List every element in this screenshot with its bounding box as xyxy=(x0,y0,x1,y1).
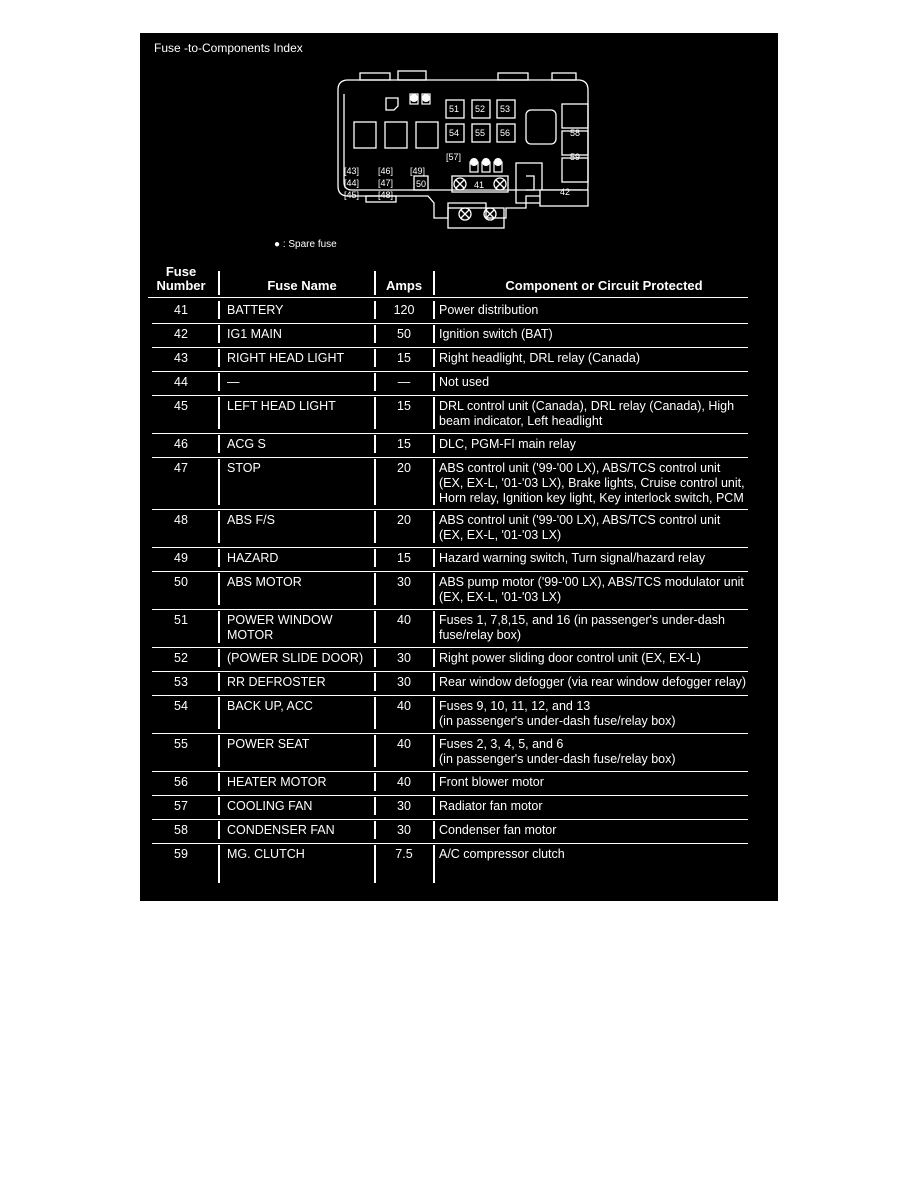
column-separator xyxy=(433,511,435,543)
fuse-number-cell: 55 xyxy=(174,737,188,751)
diagram-label-50: 50 xyxy=(416,179,427,189)
fuse-number-cell: 51 xyxy=(174,613,188,627)
diagram-label-44: [44] xyxy=(344,178,360,188)
amps-cell: 120 xyxy=(393,303,415,317)
column-separator xyxy=(374,325,376,343)
row-rule xyxy=(152,843,748,844)
column-separator xyxy=(374,349,376,367)
diagram-label-55: 55 xyxy=(475,128,486,138)
column-separator xyxy=(433,349,435,367)
amps-cell: 20 xyxy=(397,513,411,527)
amps-cell: 50 xyxy=(397,327,411,341)
column-separator xyxy=(374,511,376,543)
amps-cell: 20 xyxy=(397,461,411,475)
column-separator xyxy=(374,735,376,767)
column-separator xyxy=(433,649,435,667)
column-separator xyxy=(374,435,376,453)
diagram-label-53: 53 xyxy=(500,104,511,114)
header-rule xyxy=(148,297,748,298)
fuse-name-cell: RIGHT HEAD LIGHT xyxy=(227,351,345,365)
row-rule xyxy=(152,795,748,796)
column-separator xyxy=(218,773,220,791)
column-separator xyxy=(218,735,220,767)
fuse-number-cell: 43 xyxy=(174,351,188,365)
fuse-name-cell: BACK UP, ACC xyxy=(227,699,313,713)
fuse-number-cell: 47 xyxy=(174,461,188,475)
amps-cell: 15 xyxy=(397,351,411,365)
fuse-name-cell: — xyxy=(227,375,240,389)
fuse-name-cell: POWER SEAT xyxy=(227,737,310,751)
fuse-name-cell: POWER WINDOW MOTOR xyxy=(227,613,333,642)
row-rule xyxy=(152,509,748,510)
amps-cell: 40 xyxy=(397,613,411,627)
header-component: Component or Circuit Protected xyxy=(505,278,703,293)
column-separator xyxy=(374,821,376,839)
column-separator xyxy=(374,797,376,815)
column-separator xyxy=(218,511,220,543)
fuse-name-cell: MG. CLUTCH xyxy=(227,847,305,861)
column-separator xyxy=(218,459,220,505)
fuse-number-cell: 58 xyxy=(174,823,188,837)
column-separator xyxy=(374,673,376,691)
diagram-label-45: [45] xyxy=(344,190,360,200)
column-separator xyxy=(374,301,376,319)
header-fuse-name: Fuse Name xyxy=(267,278,337,293)
diagram-label-47: [47] xyxy=(378,178,394,188)
diagram-label-49: [49] xyxy=(410,166,426,176)
column-separator xyxy=(374,845,376,883)
fuse-name-cell: BATTERY xyxy=(227,303,284,317)
component-cell: ABS control unit ('99-'00 LX), ABS/TCS control unit (EX, EX-L, '01-'03 LX), Brake lights, Cruise control unit, Horn relay, Ignition key light, Key interlock switch, PCM xyxy=(439,461,745,505)
component-cell: Radiator fan motor xyxy=(439,799,543,813)
fuse-name-cell: HEATER MOTOR xyxy=(227,775,327,789)
row-rule xyxy=(152,819,748,820)
amps-cell: 30 xyxy=(397,575,411,589)
column-separator xyxy=(218,573,220,605)
spare-fuse-note: ● : Spare fuse xyxy=(274,239,337,250)
component-cell: Not used xyxy=(439,375,490,389)
column-separator xyxy=(433,435,435,453)
column-separator xyxy=(433,459,435,505)
fuse-number-cell: 54 xyxy=(174,699,188,713)
diagram-label-52: 52 xyxy=(475,104,486,114)
fuse-number-cell: 46 xyxy=(174,437,188,451)
column-separator xyxy=(218,697,220,729)
column-separator xyxy=(218,549,220,567)
amps-cell: 7.5 xyxy=(395,847,413,861)
column-separator xyxy=(374,373,376,391)
component-cell: Ignition switch (BAT) xyxy=(439,327,553,341)
fuse-name-cell: HAZARD xyxy=(227,551,279,565)
fuse-name-cell: CONDENSER FAN xyxy=(227,823,335,837)
component-cell: Rear window defogger (via rear window defogger relay) xyxy=(439,675,747,689)
fuse-number-cell: 59 xyxy=(174,847,188,861)
column-separator xyxy=(218,821,220,839)
component-cell: Hazard warning switch, Turn signal/hazard relay xyxy=(439,551,706,565)
diagram-label-42: 42 xyxy=(560,187,571,197)
row-rule xyxy=(152,647,748,648)
header-amps: Amps xyxy=(385,278,423,293)
column-separator xyxy=(433,325,435,343)
fuse-number-cell: 52 xyxy=(174,651,188,665)
amps-cell: 30 xyxy=(397,651,411,665)
fuse-number-cell: 41 xyxy=(174,303,188,317)
fuse-name-cell: COOLING FAN xyxy=(227,799,313,813)
column-separator xyxy=(218,611,220,643)
diagram-label-48: [48] xyxy=(378,190,394,200)
fuse-name-cell: LEFT HEAD LIGHT xyxy=(227,399,336,413)
diagram-label-56: 56 xyxy=(500,128,511,138)
diagram-label-59: 59 xyxy=(570,152,581,162)
fuse-name-cell: ABS F/S xyxy=(227,513,275,527)
diagram-label-41: 41 xyxy=(474,180,485,190)
column-separator xyxy=(433,611,435,643)
column-separator xyxy=(433,697,435,729)
header-separator xyxy=(374,271,376,295)
component-cell: Power distribution xyxy=(439,303,539,317)
column-separator xyxy=(433,773,435,791)
component-cell: Fuses 9, 10, 11, 12, and 13 (in passenger's under-dash fuse/relay box) xyxy=(439,699,676,728)
column-separator xyxy=(374,397,376,429)
header-fuse-number: Fuse Number xyxy=(156,264,206,293)
diagram-label-58: 58 xyxy=(570,128,581,138)
relay-block xyxy=(562,104,588,128)
row-rule xyxy=(152,547,748,548)
diagram-label-57: [57] xyxy=(446,152,462,162)
column-separator xyxy=(374,649,376,667)
column-separator xyxy=(433,373,435,391)
component-cell: Fuses 2, 3, 4, 5, and 6 (in passenger's under-dash fuse/relay box) xyxy=(439,737,676,766)
column-separator xyxy=(433,301,435,319)
row-rule xyxy=(152,323,748,324)
row-rule xyxy=(152,733,748,734)
amps-cell: 40 xyxy=(397,699,411,713)
column-separator xyxy=(374,611,376,643)
fuse-name-cell: STOP xyxy=(227,461,261,475)
fuse-name-cell: RR DEFROSTER xyxy=(227,675,326,689)
column-separator xyxy=(433,573,435,605)
component-cell: Fuses 1, 7,8,15, and 16 (in passenger's under-dash fuse/relay box) xyxy=(439,613,725,642)
row-rule xyxy=(152,571,748,572)
fuse-number-cell: 44 xyxy=(174,375,188,389)
page-title: Fuse -to-Components Index xyxy=(154,41,303,55)
column-separator xyxy=(433,797,435,815)
fuse-name-cell: ABS MOTOR xyxy=(227,575,302,589)
component-cell: Condenser fan motor xyxy=(439,823,557,837)
diagram-label-51: 51 xyxy=(449,104,460,114)
fuse-number-cell: 42 xyxy=(174,327,188,341)
row-rule xyxy=(152,457,748,458)
column-separator xyxy=(433,397,435,429)
fuse-name-cell: (POWER SLIDE DOOR) xyxy=(227,651,364,665)
column-separator xyxy=(374,549,376,567)
component-cell: ABS pump motor ('99-'00 LX), ABS/TCS modulator unit (EX, EX-L, '01-'03 LX) xyxy=(439,575,744,604)
column-separator xyxy=(374,697,376,729)
column-separator xyxy=(218,797,220,815)
amps-cell: — xyxy=(397,375,411,389)
fuse-number-cell: 53 xyxy=(174,675,188,689)
row-rule xyxy=(152,371,748,372)
amps-cell: 30 xyxy=(397,823,411,837)
column-separator xyxy=(218,301,220,319)
row-rule xyxy=(152,695,748,696)
amps-cell: 15 xyxy=(397,437,411,451)
column-separator xyxy=(218,649,220,667)
amps-cell: 15 xyxy=(397,399,411,413)
row-rule xyxy=(152,771,748,772)
column-separator xyxy=(433,845,435,883)
column-separator xyxy=(433,673,435,691)
amps-cell: 40 xyxy=(397,775,411,789)
column-separator xyxy=(218,845,220,883)
header-separator xyxy=(218,271,220,295)
column-separator xyxy=(218,325,220,343)
diagram-label-54: 54 xyxy=(449,128,460,138)
component-cell: DRL control unit (Canada), DRL relay (Canada), High beam indicator, Left headlight xyxy=(439,399,735,428)
column-separator xyxy=(433,821,435,839)
column-separator xyxy=(218,435,220,453)
amps-cell: 40 xyxy=(397,737,411,751)
fuse-name-cell: IG1 MAIN xyxy=(227,327,282,341)
column-separator xyxy=(374,573,376,605)
column-separator xyxy=(218,673,220,691)
column-separator xyxy=(433,735,435,767)
component-cell: Right headlight, DRL relay (Canada) xyxy=(439,351,641,365)
column-separator xyxy=(433,549,435,567)
fuse-index-panel xyxy=(140,33,778,901)
row-rule xyxy=(152,433,748,434)
diagram-label-46: [46] xyxy=(378,166,394,176)
fuse-number-cell: 57 xyxy=(174,799,188,813)
fuse-number-cell: 45 xyxy=(174,399,188,413)
component-cell: A/C compressor clutch xyxy=(439,847,565,861)
column-separator xyxy=(218,373,220,391)
component-cell: Front blower motor xyxy=(439,775,544,789)
fuse-name-cell: ACG S xyxy=(227,437,266,451)
component-cell: DLC, PGM-FI main relay xyxy=(439,437,576,451)
row-rule xyxy=(152,395,748,396)
fuse-number-cell: 49 xyxy=(174,551,188,565)
component-cell: ABS control unit ('99-'00 LX), ABS/TCS control unit (EX, EX-L, '01-'03 LX) xyxy=(439,513,721,542)
row-rule xyxy=(152,609,748,610)
row-rule xyxy=(152,671,748,672)
diagram-label-43: [43] xyxy=(344,166,360,176)
column-separator xyxy=(218,349,220,367)
fuse-box-diagram xyxy=(330,68,592,238)
amps-cell: 30 xyxy=(397,799,411,813)
column-separator xyxy=(374,459,376,505)
amps-cell: 15 xyxy=(397,551,411,565)
header-separator xyxy=(433,271,435,295)
amps-cell: 30 xyxy=(397,675,411,689)
component-cell: Right power sliding door control unit (EX, EX-L) xyxy=(439,651,701,665)
column-separator xyxy=(218,397,220,429)
column-separator xyxy=(374,773,376,791)
row-rule xyxy=(152,347,748,348)
fuse-number-cell: 50 xyxy=(174,575,188,589)
fuse-number-cell: 56 xyxy=(174,775,188,789)
fuse-number-cell: 48 xyxy=(174,513,188,527)
